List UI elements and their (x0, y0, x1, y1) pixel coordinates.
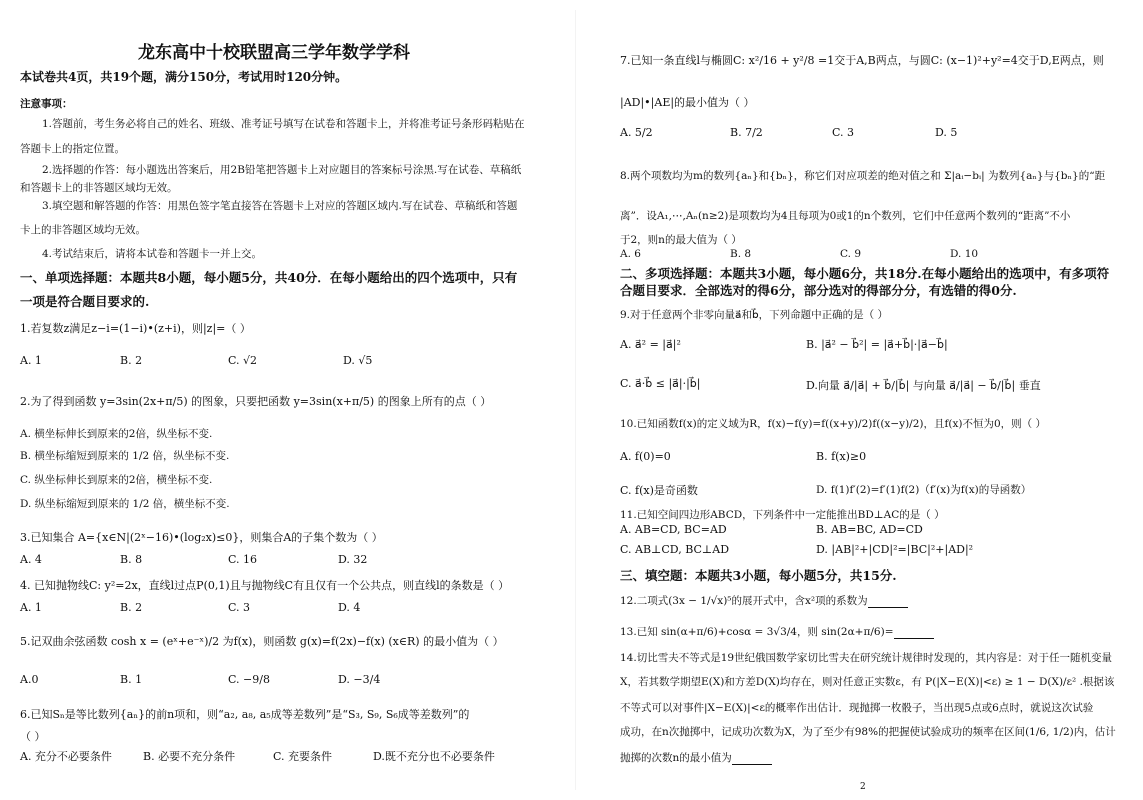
question-14-line: 不等式可以对事件|X−E(X)|<ε的概率作出估计．现抛掷一枚骰子，当出现5点或6点时，就说这次试验 (620, 702, 1094, 714)
notice-line: 3.填空题和解答题的作答：用黑色签字笔直接答在答题卡上对应的答题区域内.写在试卷、草稿纸和答题 (42, 200, 518, 212)
option: C. 纵坐标伸长到原来的2倍，横坐标不变. (20, 474, 213, 486)
notice-line: 1.答题前，考生务必将自己的姓名、班级、准考证号填写在试卷和答题卡上，并将准考证号条形码粘贴在 (42, 118, 525, 130)
option: C. √2 (228, 354, 258, 367)
notice-line: 卡上的非答题区域均无效。 (20, 224, 146, 236)
option: B. 8 (730, 248, 752, 260)
option: A. a⃗² = |a⃗|² (620, 338, 681, 351)
option: D. 10 (950, 248, 979, 260)
section-heading: 合题目要求．全部选对的得6分，部分选对的得部分分，有选错的得0分. (620, 283, 1017, 298)
question-7-line2: |AD|•|AE|的最小值为（ ） (620, 96, 755, 109)
option: A. 6 (620, 248, 641, 260)
option: B. |a⃗² − b⃗²| = |a⃗+b⃗|·|a⃗−b⃗| (806, 338, 948, 351)
option: A. 1 (20, 601, 42, 614)
option: A. 充分不必要条件 (20, 750, 112, 763)
option: B. 8 (120, 553, 143, 566)
question-3: 3.已知集合 A={x∈N|(2ˣ−16)•(log₂x)≤0}，则集合A的子集个数为（ ） (20, 531, 383, 544)
option: C. 3 (832, 126, 855, 139)
question-14-line: 14.切比雪夫不等式是19世纪俄国数学家切比雪夫在研究统计规律时发现的，其内容是：对于任一随机变量 (620, 652, 1113, 664)
option: D. 5 (935, 126, 958, 139)
question-13 (620, 624, 934, 639)
option: D. −3/4 (338, 673, 381, 686)
question-10: 10.已知函数f(x)的定义域为R，f(x)−f(y)=f((x+y)/2)f((x−y)/2)，且f(x)不恒为0，则（ ） (620, 418, 1047, 430)
option: B. 2 (120, 601, 143, 614)
question-14-line (620, 750, 772, 765)
option: D. √5 (343, 354, 373, 367)
question-13-text: 13.已知 sin(α+π/6)+cosα = 3√3/4，则 sin(2α+π/6)= (620, 626, 894, 638)
question-8-line3: 于2，则n的最大值为（ ） (620, 234, 742, 246)
option: B. 7/2 (730, 126, 763, 139)
option: B. 必要不充分条件 (143, 750, 236, 763)
option: C. a⃗·b⃗ ≤ |a⃗|·|b⃗| (620, 377, 701, 390)
section-heading: 三、填空题：本题共3小题，每小题5分，共15分. (620, 568, 897, 583)
question-14-line: 成功，在n次抛掷中，记成功次数为X，为了至少有98%的把握使试验成功的频率在区间(1/6, 1/2)内，估计 (620, 726, 1116, 738)
section-heading: 一项是符合题目要求的. (20, 294, 150, 309)
question-12 (620, 593, 908, 608)
option: A. 5/2 (620, 126, 653, 139)
option: A. 4 (20, 553, 42, 566)
question-14-text: 抛掷的次数n的最小值为 (620, 752, 732, 764)
option: C. f(x)是奇函数 (620, 484, 698, 497)
option: D. 纵坐标缩短到原来的 1/2 倍，横坐标不变. (20, 498, 230, 510)
question-8-line2: 离”．设A₁,⋯,Aₙ(n≥2)是项数均为4且每项为0或1的n个数列，它们中任意两个数列的“距离”不小 (620, 210, 1071, 222)
option: D. 32 (338, 553, 368, 566)
option: B. f(x)≥0 (816, 450, 867, 463)
option: C. 16 (228, 553, 258, 566)
answer-blank (868, 597, 908, 608)
option: D.向量 a⃗/|a⃗| + b⃗/|b⃗| 与向量 a⃗/|a⃗| − b⃗/|b⃗| 垂直 (806, 379, 1041, 392)
notice-line: 答题卡上的指定位置。 (20, 143, 125, 155)
option: D.既不充分也不必要条件 (373, 750, 495, 763)
option: C. 充要条件 (273, 750, 333, 763)
section-heading: 一、单项选择题：本题共8小题，每小题5分，共40分．在每小题给出的四个选项中，只有 (20, 270, 518, 285)
question-5: 5.记双曲余弦函数 cosh x = (eˣ+e⁻ˣ)/2 为f(x)，则函数 g(x)=f(2x)−f(x) (x∈R) 的最小值为（ ） (20, 635, 504, 648)
page-divider (575, 10, 576, 790)
question-2: 2.为了得到函数 y=3sin(2x+π/5) 的图象，只要把函数 y=3sin(x+π/5) 的图象上所有的点（ ） (20, 395, 492, 408)
question-11: 11.已知空间四边形ABCD，下列条件中一定能推出BD⊥AC的是（ ） (620, 509, 945, 521)
option: D. 4 (338, 601, 361, 614)
page-number: 2 (860, 782, 866, 792)
option: C. 9 (840, 248, 862, 260)
option: B. AB=BC, AD=CD (816, 523, 923, 536)
notice-line: 4.考试结束后，请将本试卷和答题卡一并上交。 (42, 248, 263, 260)
notice-line: 和答题卡上的非答题区域均无效。 (20, 182, 178, 194)
answer-blank (894, 628, 934, 639)
option: B. 2 (120, 354, 143, 367)
question-7: 7.已知一条直线l与椭圆C: x²/16 + y²/8 =1交于A,B两点，与圆C: (x−1)²+y²=4交于D,E两点，则 (620, 54, 1104, 67)
option: C. AB⊥CD, BC⊥AD (620, 543, 730, 556)
exam-intro: 本试卷共4页，共19个题，满分150分，考试用时120分钟。 (20, 70, 348, 84)
question-14-line: X，若其数学期望E(X)和方差D(X)均存在，则对任意正实数ε，有 P(|X−E(X)|<ε) ≥ 1 − D(X)/ε² .根据该 (620, 676, 1115, 688)
notice-heading: 注意事项： (20, 98, 73, 110)
section-heading: 二、多项选择题：本题共3小题，每小题6分，共18分.在每小题给出的选项中，有多项符 (620, 266, 1110, 281)
option: A. 横坐标伸长到原来的2倍，纵坐标不变. (20, 428, 213, 440)
option: C. −9/8 (228, 673, 270, 686)
option: A. 1 (20, 354, 42, 367)
question-4: 4. 已知抛物线C: y²=2x，直线l过点P(0,1)且与抛物线C有且仅有一个公共点，则直线l的条数是（ ） (20, 579, 510, 592)
option: A.0 (20, 673, 39, 686)
option: D. f(1)f′(2)=f′(1)f(2)（f′(x)为f(x)的导函数） (816, 484, 1032, 496)
option: B. 横坐标缩短到原来的 1/2 倍，纵坐标不变. (20, 450, 230, 462)
question-6: 6.已知Sₙ是等比数列{aₙ}的前n项和，则“a₂, a₈, a₅成等差数列”是“S₃, S₉, S₆成等差数列”的 (20, 708, 470, 721)
option: A. f(0)=0 (620, 450, 671, 463)
option: C. 3 (228, 601, 251, 614)
question-9: 9.对于任意两个非零向量a⃗和b⃗，下列命题中正确的是（ ） (620, 309, 888, 321)
question-6-paren: （ ） (20, 730, 46, 743)
option: D. |AB|²+|CD|²=|BC|²+|AD|² (816, 543, 974, 556)
question-12-text: 12.二项式(3x − 1/√x)⁵的展开式中，含x²项的系数为 (620, 595, 868, 607)
exam-title: 龙东高中十校联盟高三学年数学学科 (138, 43, 410, 63)
option: B. 1 (120, 673, 143, 686)
question-8: 8.两个项数均为m的数列{aₙ}和{bₙ}，称它们对应项差的绝对值之和 Σ|aᵢ−bᵢ| 为数列{aₙ}与{bₙ}的“距 (620, 170, 1106, 182)
question-1: 1.若复数z满足z−i=(1−i)•(z+i)，则|z|=（ ） (20, 322, 251, 335)
option: A. AB=CD, BC=AD (620, 523, 727, 536)
notice-line: 2.选择题的作答：每小题选出答案后，用2B铅笔把答题卡上对应题目的答案标号涂黑.写在试卷、草稿纸 (42, 164, 522, 176)
answer-blank (732, 754, 772, 765)
